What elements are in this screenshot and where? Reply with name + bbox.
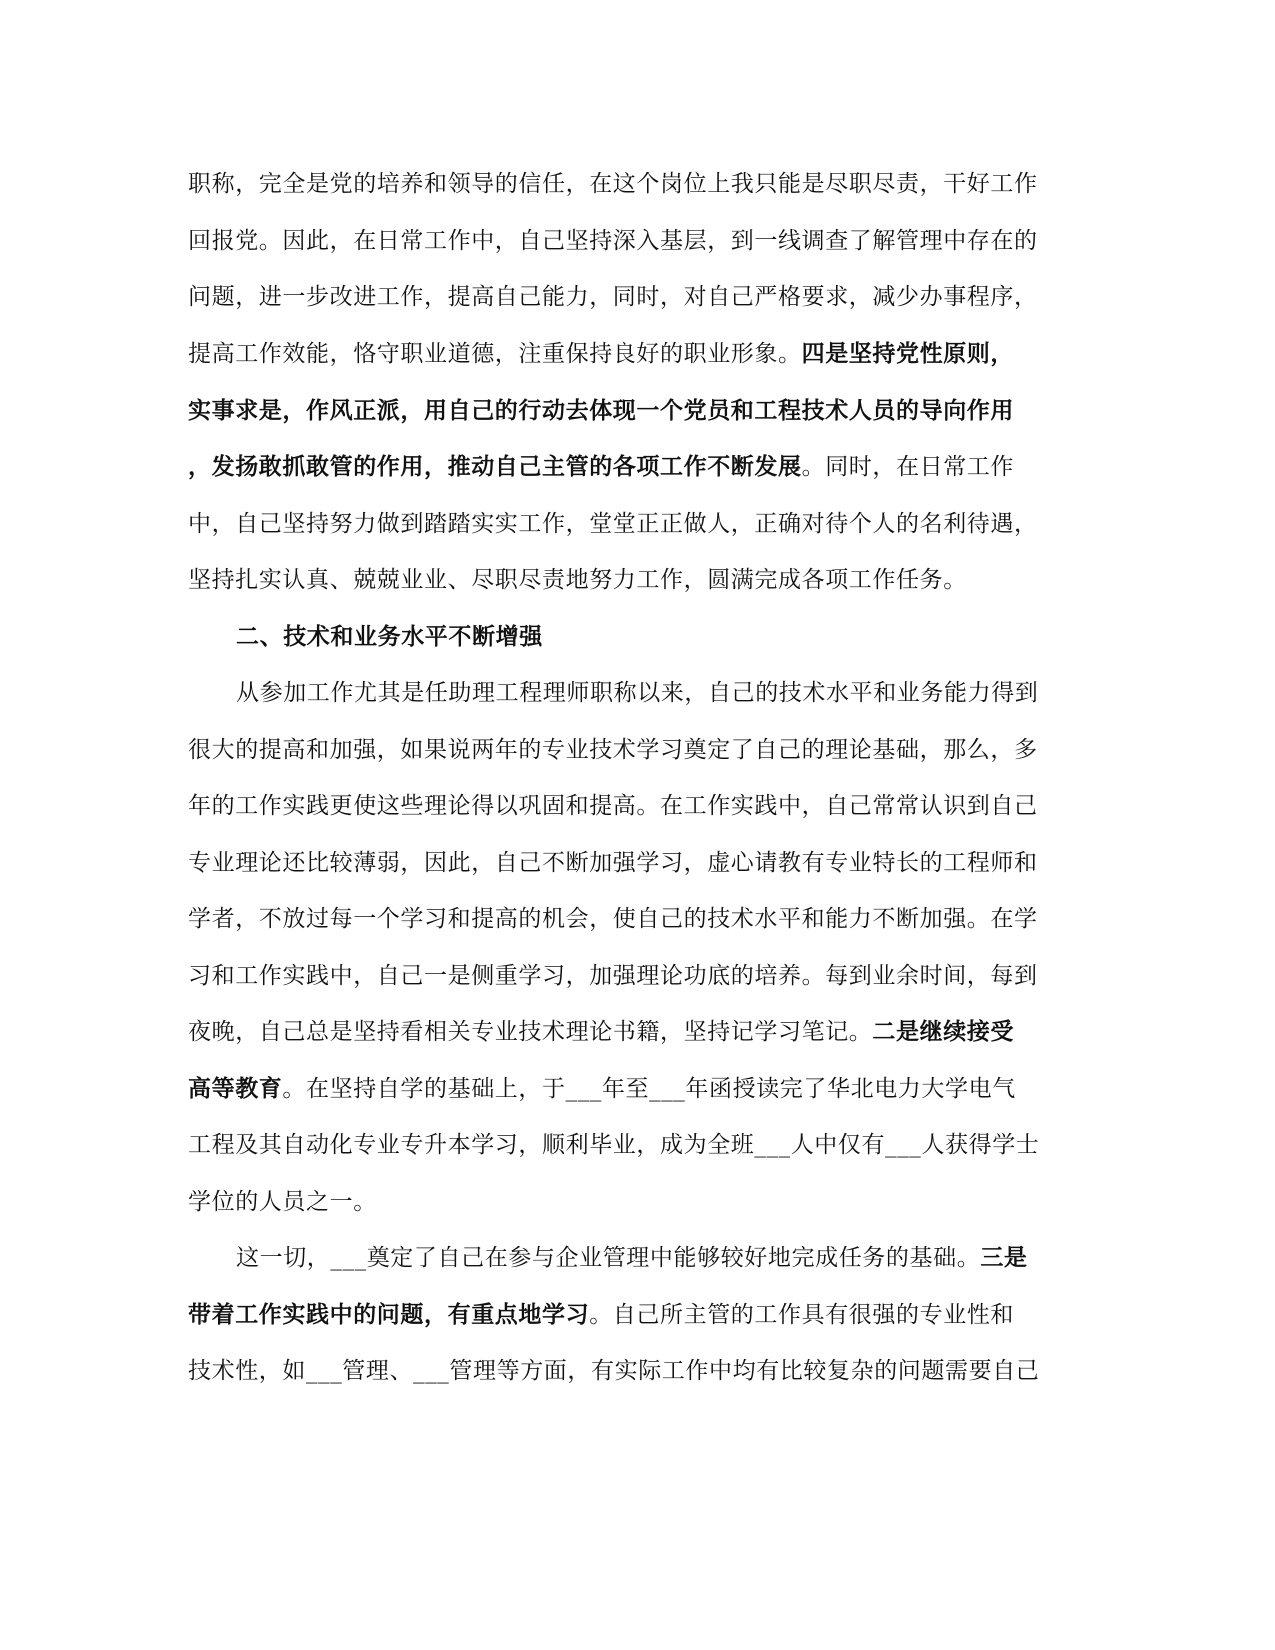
text-segment: 从参加工作尤其是任助理工程理师职称以来，自己的技术水平和业务能力得到 xyxy=(236,680,1039,706)
text-segment: 年的工作实践更使这些理论得以巩固和提高。在工作实践中，自己常常认识到自己 xyxy=(188,793,1038,819)
bold-text-segment: ，发扬敢抓敢管的作用，推动自己主管的各项工作不断发展 xyxy=(188,453,802,480)
body-text-line xyxy=(236,673,1136,713)
text-segment: 这一切，___奠定了自己在参与企业管理中能够较好地完成任务的基础。 xyxy=(236,1245,981,1271)
body-text-line xyxy=(188,221,1088,261)
text-segment: 中，自己坚持努力做到踏踏实实工作，堂堂正正做人，正确对待个人的名利待遇， xyxy=(188,511,1038,537)
body-text-line xyxy=(188,1012,1088,1052)
text-segment: 职称，完全是党的培养和领导的信任，在这个岗位上我只能是尽职尽责，干好工作 xyxy=(188,171,1038,197)
text-segment: 坚持扎实认真、兢兢业业、尽职尽责地努力工作，圆满完成各项工作任务。 xyxy=(188,567,967,593)
text-segment: 习和工作实践中，自己一是侧重学习，加强理论功底的培养。每到业余时间，每到 xyxy=(188,963,1038,989)
body-text-line xyxy=(188,1125,1088,1165)
section-heading xyxy=(236,617,1136,657)
body-text-line xyxy=(188,1351,1088,1391)
text-segment: 。自己所主管的工作具有很强的专业性和 xyxy=(589,1302,1015,1328)
text-segment: 。在坚持自学的基础上，于___年至___年函授读完了华北电力大学电气 xyxy=(282,1076,1016,1102)
body-text-line xyxy=(236,1238,1136,1278)
bold-text-segment: 带着工作实践中的问题，有重点地学习 xyxy=(188,1301,590,1328)
body-text-line xyxy=(188,1182,1088,1222)
text-segment: 技术性，如___管理、___管理等方面，有实际工作中均有比较复杂的问题需要自己 xyxy=(188,1358,1040,1384)
body-text-line xyxy=(188,786,1088,826)
body-text-line xyxy=(188,391,1088,431)
body-text-line xyxy=(188,447,1088,487)
text-segment: 夜晚，自己总是坚持看相关专业技术理论书籍，坚持记学习笔记。 xyxy=(188,1019,873,1045)
bold-text-segment: 实事求是，作风正派，用自己的行动去体现一个党员和工程技术人员的导向作用 xyxy=(188,397,1014,424)
bold-text-segment: 四是坚持党性原则， xyxy=(801,340,1015,367)
body-text-line xyxy=(188,560,1088,600)
text-segment: 提高工作效能，恪守职业道德，注重保持良好的职业形象。 xyxy=(188,341,802,367)
body-text-line xyxy=(188,956,1088,996)
text-segment: 问题，进一步改进工作，提高自己能力，同时，对自己严格要求，减少办事程序， xyxy=(188,284,1038,310)
bold-text-segment: 三是 xyxy=(980,1244,1028,1271)
text-segment: 专业理论还比较薄弱，因此，自己不断加强学习，虚心请教有专业特长的工程师和 xyxy=(188,850,1038,876)
body-text-line xyxy=(188,1295,1088,1335)
body-text-line xyxy=(188,730,1088,770)
body-text-line xyxy=(188,899,1088,939)
text-segment: 。同时，在日常工作 xyxy=(801,454,1015,480)
body-text-line xyxy=(188,1069,1088,1109)
body-text-line xyxy=(188,277,1088,317)
body-text-line xyxy=(188,164,1088,204)
bold-text-segment: 高等教育 xyxy=(188,1075,283,1102)
body-text-line xyxy=(188,504,1088,544)
bold-text-segment: 二是继续接受 xyxy=(872,1018,1015,1045)
section-heading-text: 二、技术和业务水平不断增强 xyxy=(236,623,543,650)
body-text-line xyxy=(188,843,1088,883)
text-segment: 学位的人员之一。 xyxy=(188,1189,377,1215)
text-segment: 工程及其自动化专业专升本学习，顺利毕业，成为全班___人中仅有___人获得学士 xyxy=(188,1132,1040,1158)
text-segment: 学者，不放过每一个学习和提高的机会，使自己的技术水平和能力不断加强。在学 xyxy=(188,906,1038,932)
text-segment: 回报党。因此，在日常工作中，自己坚持深入基层，到一线调查了解管理中存在的 xyxy=(188,228,1038,254)
text-segment: 很大的提高和加强，如果说两年的专业技术学习奠定了自己的理论基础，那么，多 xyxy=(188,737,1038,763)
body-text-line xyxy=(188,334,1088,374)
